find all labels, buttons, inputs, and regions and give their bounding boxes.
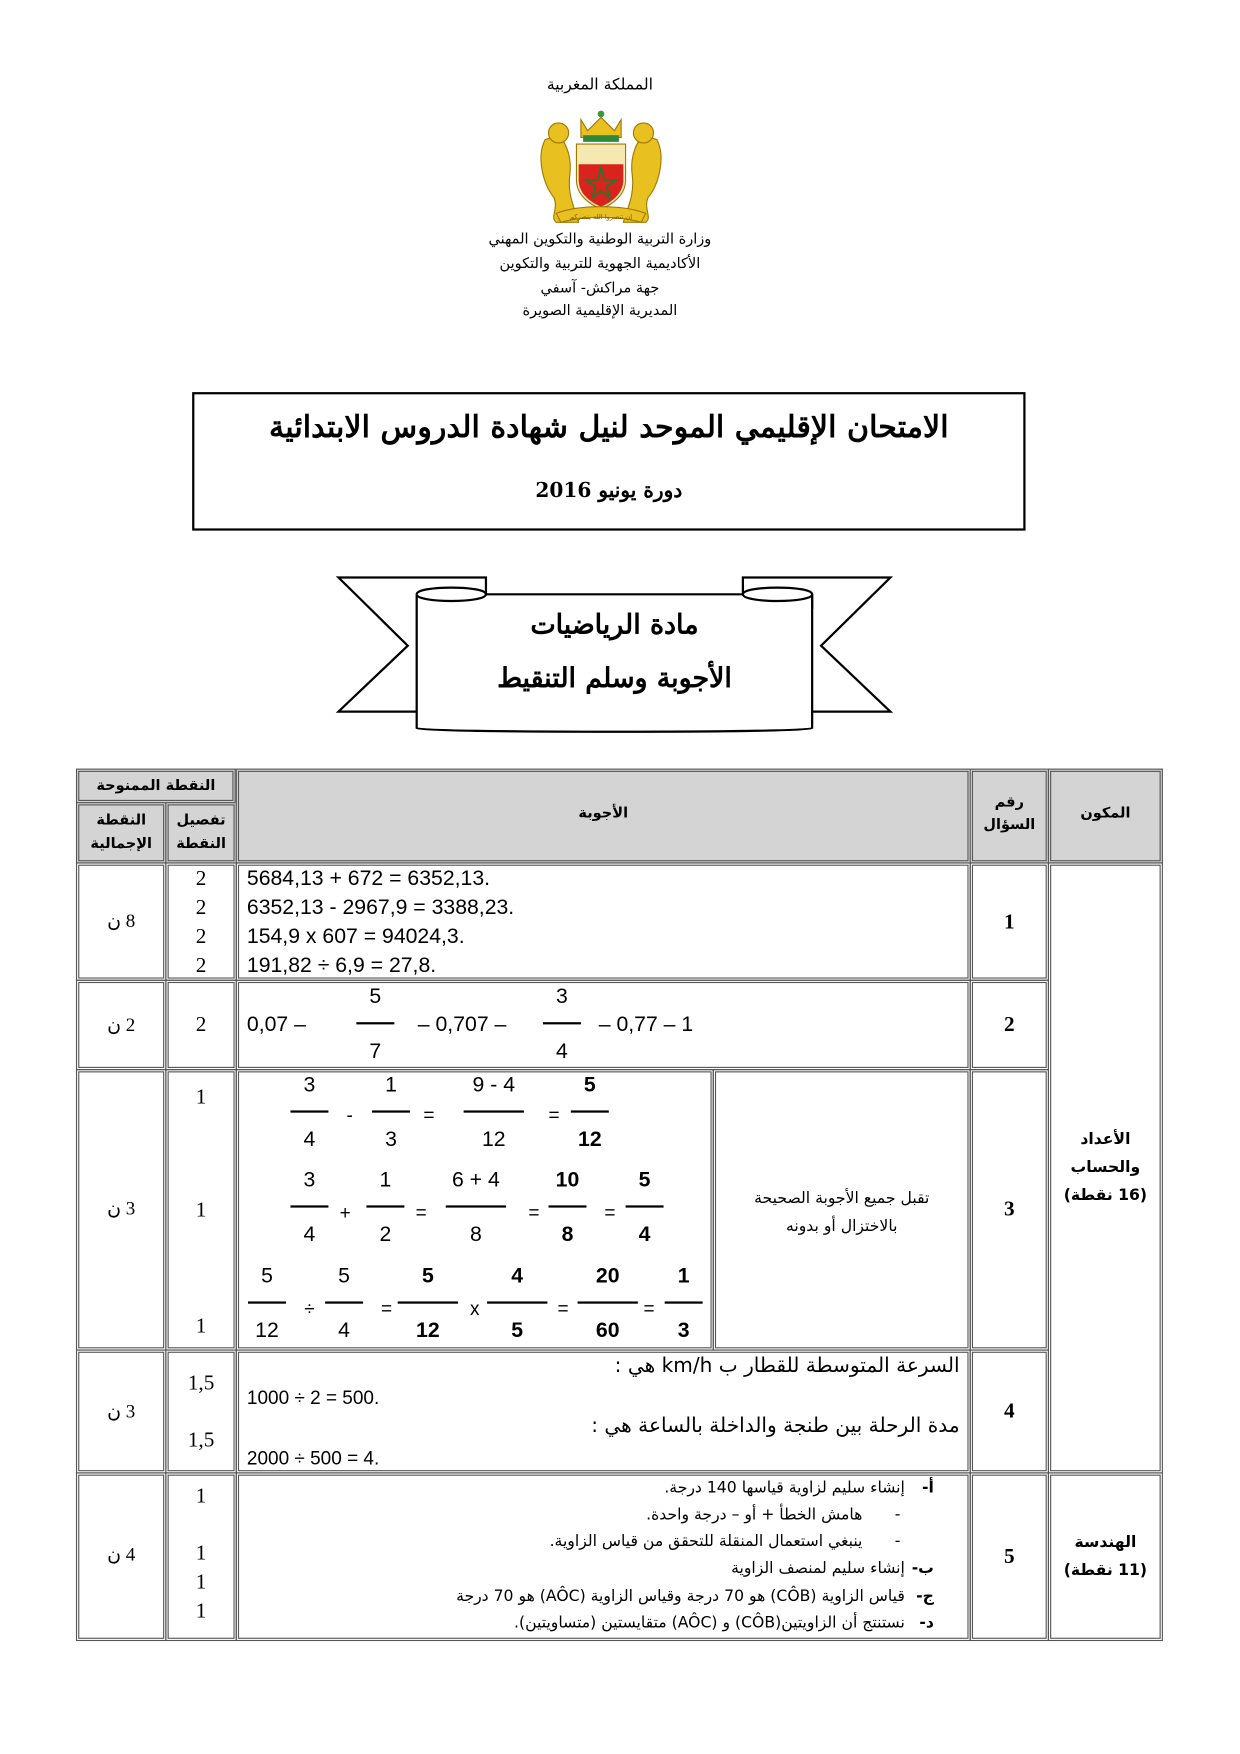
question-number: 5	[1004, 1544, 1015, 1569]
header-label: السؤال	[983, 816, 1036, 834]
detail-point: 2	[195, 954, 207, 978]
operator: +	[339, 1202, 351, 1224]
answer-line: ب-إنشاء سليم لمنصف الزاوية	[731, 1559, 934, 1578]
answer-equation: 1000 ÷ 2 = 500.	[246, 1387, 380, 1409]
fraction: 6 + 4 8	[446, 1167, 506, 1248]
note-line: بالاختزال أو بدونه	[786, 1217, 898, 1236]
row4-detail	[165, 1349, 236, 1473]
total-points: 4 ن	[107, 1543, 136, 1566]
header-answers	[236, 769, 971, 864]
header-label: النقطة	[96, 812, 147, 829]
row3-total	[76, 1069, 166, 1351]
question-number: 2	[1004, 1013, 1015, 1037]
answer-line: أ-إنشاء سليم لزاوية قياسها 140 درجة.	[664, 1479, 934, 1497]
detail-point: 1	[195, 1314, 207, 1339]
question-text: مدة الرحلة بين طنجة والداخلة بالساعة هي :	[591, 1414, 960, 1438]
answer-term: 0,07 –	[246, 1013, 306, 1037]
banner-subtitle: الأجوبة وسلم التنقيط	[497, 661, 732, 694]
exam-title: الامتحان الإقليمي الموحد لنيل شهادة الدروس الابتدائية	[269, 409, 949, 445]
fraction: 20 60	[578, 1263, 638, 1344]
header-label: رقم	[994, 794, 1024, 812]
answer-line: -هامش الخطأ + أو – درجة واحدة.	[646, 1505, 901, 1524]
header-question-number	[970, 769, 1049, 864]
operator: =	[604, 1202, 616, 1224]
component-points: (16 نقطة)	[1063, 1186, 1148, 1205]
answer-equation: 6352,13 - 2967,9 = 3388,23.	[246, 895, 515, 920]
answer-line: د-نستنتج أن الزاويتين(CÔB) و (AÔC) متقايستين (متساويتين).	[514, 1614, 934, 1633]
detail-point: 2	[195, 924, 207, 949]
answer-term: – 0,77 – 1	[598, 1013, 694, 1037]
detail-point: 2	[195, 895, 207, 920]
header-label: النقطة الممنوحة	[96, 777, 216, 795]
detail-point: 2	[195, 1013, 207, 1037]
operator: =	[548, 1104, 560, 1127]
header-label: تفصيل	[176, 812, 226, 829]
answer-line: -ينبغي استعمال المنقلة للتحقق من قياس الزاوية.	[549, 1532, 901, 1551]
operator: =	[643, 1298, 655, 1320]
fraction: 5 12	[248, 1263, 286, 1344]
moroccan-coat-of-arms-logo	[534, 106, 668, 231]
fraction: 4 5	[487, 1263, 547, 1344]
subject-name: مادة الرياضيات	[530, 607, 699, 641]
fraction: 3 4	[543, 984, 581, 1065]
detail-point: 1,5	[187, 1371, 215, 1396]
header-label: المكون	[1080, 805, 1131, 823]
detail-point: 1	[195, 1085, 207, 1110]
fraction: 5 12	[571, 1072, 609, 1153]
fraction: 5 4	[325, 1263, 363, 1344]
fraction: 9 - 4 12	[464, 1072, 524, 1153]
component-label: والحساب	[1070, 1158, 1141, 1177]
header-point-detail	[165, 802, 236, 863]
component-label: الأعداد	[1080, 1130, 1131, 1149]
question-number: 3	[1004, 1197, 1015, 1222]
answer-line: ج-قياس الزاوية (CÔB) هو 70 درجة وقياس الزاوية (AÔC) هو 70 درجة	[456, 1587, 934, 1606]
operator: =	[528, 1202, 540, 1224]
detail-point: 1	[195, 1599, 207, 1624]
row2-answers	[236, 980, 971, 1070]
fraction: 5 4	[626, 1167, 664, 1248]
row1-answers	[236, 862, 971, 980]
fraction: 1 3	[665, 1263, 703, 1344]
detail-point: 1	[195, 1198, 207, 1223]
answer-equation: 5684,13 + 672 = 6352,13.	[246, 866, 491, 891]
row3-question	[970, 1069, 1049, 1351]
ministry-name: وزارة التربية الوطنية والتكوين المهني	[488, 231, 712, 249]
academy-name: الأكاديمية الجهوية للتربية والتكوين	[499, 255, 701, 273]
answer-equation: 154,9 x 607 = 94024,3.	[246, 924, 465, 949]
row1-detail	[165, 862, 236, 980]
component-label: الهندسة	[1074, 1533, 1137, 1552]
header-total-points	[76, 802, 166, 863]
operator: ÷	[304, 1298, 315, 1320]
exam-title-box	[192, 392, 1025, 531]
fraction: 5 12	[398, 1263, 458, 1344]
row2-question	[970, 980, 1049, 1070]
row5-detail	[165, 1472, 236, 1641]
fraction: 1 2	[366, 1167, 404, 1248]
row3-note	[713, 1069, 971, 1351]
question-number: 4	[1004, 1399, 1015, 1424]
operator: =	[557, 1298, 569, 1320]
operator: =	[415, 1202, 427, 1224]
answer-equation: 191,82 ÷ 6,9 = 27,8.	[246, 954, 437, 978]
component-geometry	[1048, 1472, 1163, 1641]
exam-session: دورة يونيو 2016	[535, 479, 683, 503]
header-label: النقطة	[176, 835, 226, 853]
detail-point: 1	[195, 1570, 207, 1595]
total-points: 3 ن	[107, 1197, 136, 1219]
fraction: 3 4	[290, 1072, 328, 1153]
detail-point: 1	[195, 1484, 207, 1509]
detail-point: 1,5	[187, 1428, 215, 1453]
component-points: (11 نقطة)	[1063, 1561, 1148, 1580]
total-points: 3 ن	[107, 1400, 136, 1423]
row5-answers	[236, 1472, 971, 1641]
row4-question	[970, 1349, 1049, 1473]
kingdom-name: المملكة المغربية	[546, 75, 653, 94]
header-points-awarded	[76, 769, 236, 804]
directorate-name: المديرية الإقليمية الصويرة	[522, 302, 678, 320]
row5-question	[970, 1472, 1049, 1641]
row4-answers	[236, 1349, 971, 1473]
row5-total	[76, 1472, 166, 1641]
header-label: الأجوبة	[578, 805, 629, 823]
fraction: 1 3	[372, 1072, 410, 1153]
row4-total	[76, 1349, 166, 1473]
answer-term: – 0,707 –	[417, 1013, 507, 1037]
region-name: جهة مراكش- آسفي	[540, 280, 660, 298]
operator: =	[423, 1104, 435, 1127]
row1-question	[970, 862, 1049, 980]
answer-equation: 2000 ÷ 500 = 4.	[246, 1447, 380, 1470]
row1-total	[76, 862, 166, 980]
fraction: 5 7	[356, 984, 394, 1065]
detail-point: 2	[195, 866, 207, 891]
row3-answers	[236, 1069, 714, 1351]
operator: =	[380, 1298, 393, 1320]
operator: x	[470, 1298, 480, 1320]
detail-point: 1	[195, 1541, 207, 1566]
row2-total	[76, 980, 166, 1070]
component-numbers-calculation	[1048, 862, 1163, 1473]
question-number: 1	[1004, 910, 1015, 934]
total-points: 2 ن	[107, 1014, 136, 1036]
note-line: تقبل جميع الأجوبة الصحيحة	[754, 1189, 930, 1208]
row3-detail	[165, 1069, 236, 1351]
operator: -	[346, 1104, 353, 1127]
fraction: 3 4	[290, 1167, 328, 1248]
row2-detail	[165, 980, 236, 1070]
subject-banner	[335, 574, 894, 737]
question-text: السرعة المتوسطة للقطار ب km/h هي :	[614, 1353, 960, 1378]
header-component	[1048, 769, 1163, 864]
header-label: الإجمالية	[90, 835, 153, 853]
total-points: 8 ن	[107, 910, 136, 932]
svg-text:إن تنصروا الله ينصركم: إن تنصروا الله ينصركم	[569, 212, 633, 221]
fraction: 10 8	[549, 1167, 587, 1248]
